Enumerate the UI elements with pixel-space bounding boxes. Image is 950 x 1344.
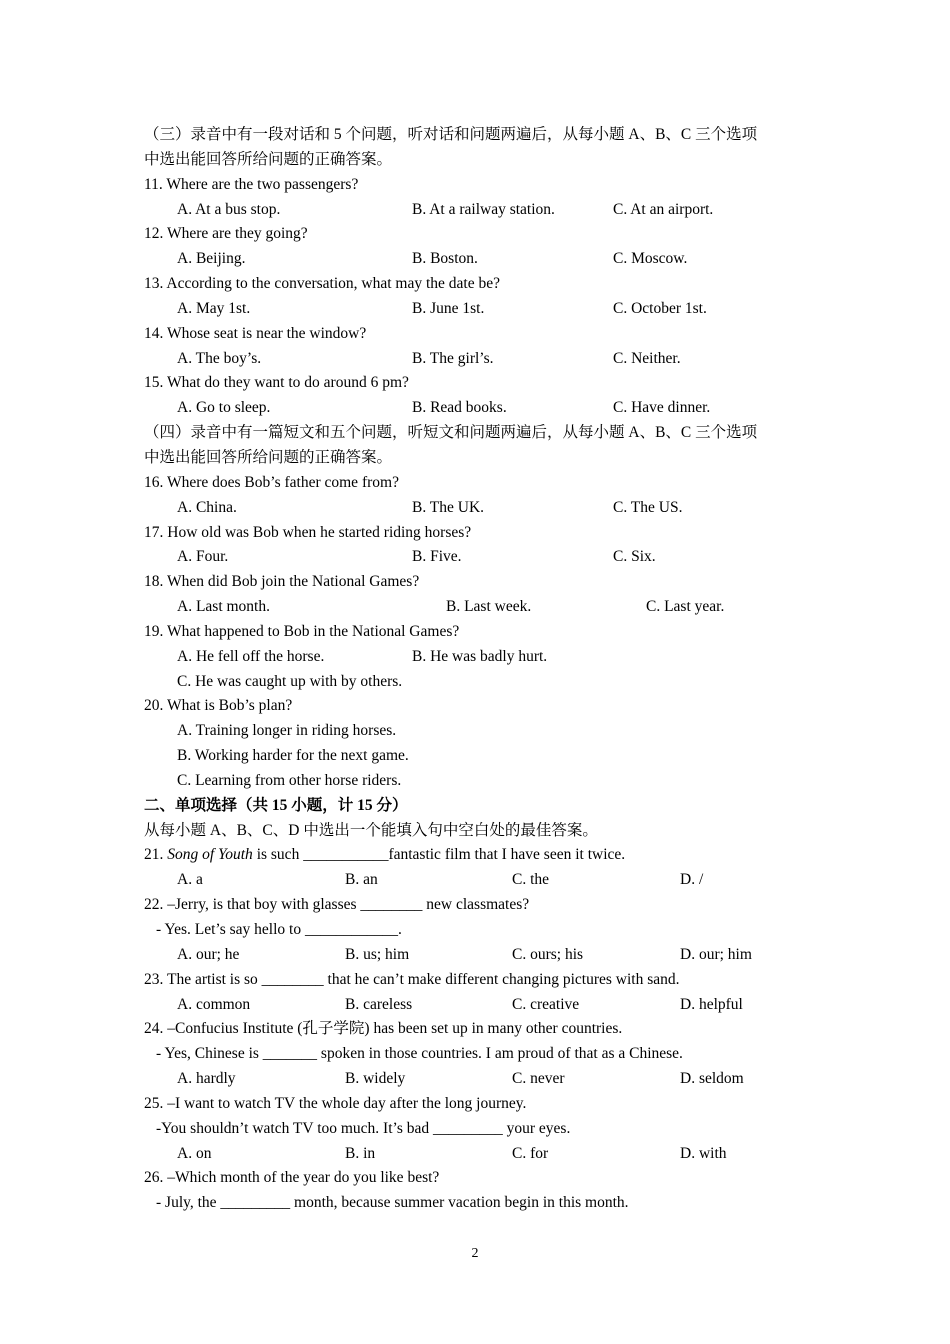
section4-instruction-line1: （四）录音中有一篇短文和五个问题，听短文和问题两遍后，从每小题 A、B、C 三个选项 [144, 424, 758, 442]
option-d: D. / [680, 871, 704, 889]
option-c: C. The US. [613, 498, 683, 516]
option-a: A. Go to sleep. [177, 399, 271, 417]
option-d: D. seldom [680, 1070, 744, 1088]
section3-instruction-line2: 中选出能回答所给问题的正确答案。 [144, 150, 393, 168]
question-22-line1: 22. –Jerry, is that boy with glasses ________ new classmates? [144, 896, 530, 914]
option-b: B. The girl’s. [412, 349, 494, 367]
options-19-row2 [144, 670, 816, 695]
options-19 [144, 645, 816, 670]
option-a: A. The boy’s. [177, 349, 262, 367]
option-b: B. June 1st. [412, 299, 485, 317]
option-b: B. careless [345, 995, 413, 1013]
option-c: C. creative [512, 995, 580, 1013]
option-b: B. He was badly hurt. [412, 647, 548, 665]
question-25-line1: 25. –I want to watch TV the whole day after the long journey. [144, 1094, 527, 1112]
option-a: A. He fell off the horse. [177, 647, 325, 665]
question-19: 19. What happened to Bob in the National Games? [144, 622, 460, 640]
options-17 [144, 545, 816, 570]
options-22 [144, 943, 816, 968]
option-a: A. a [177, 871, 203, 889]
section3-instruction-line1: （三）录音中有一段对话和 5 个问题，听对话和问题两遍后，从每小题 A、B、C 三个选项 [144, 126, 758, 143]
option-d: D. with [680, 1144, 727, 1162]
option-c: C. At an airport. [613, 200, 714, 218]
option-20-c-row [144, 769, 816, 794]
option-b: B. an [345, 871, 378, 889]
options-14 [144, 347, 816, 372]
question-14: 14. Whose seat is near the window? [144, 324, 367, 342]
option-b: B. Boston. [412, 250, 478, 268]
question-21 [144, 843, 816, 868]
question-20: 20. What is Bob’s plan? [144, 697, 293, 715]
option-c: C. Six. [613, 548, 656, 566]
option-b: B. Working harder for the next game. [177, 747, 409, 765]
option-c: C. Learning from other horse riders. [177, 771, 402, 789]
option-d: D. our; him [680, 945, 752, 963]
question-26-line2: - July, the _________ month, because summer vacation begin in this month. [156, 1194, 629, 1212]
section4-instruction-line2: 中选出能回答所给问题的正确答案。 [144, 448, 393, 466]
option-b: B. Last week. [446, 598, 532, 616]
question-24-line1: 24. –Confucius Institute (孔子学院) has been set up in many other countries. [144, 1020, 623, 1038]
options-15 [144, 396, 816, 421]
option-a: A. China. [177, 498, 237, 516]
option-c: C. Last year. [646, 598, 725, 616]
question-21-title: Song of Youth [167, 846, 253, 864]
question-21-text: is such ___________fantastic film that I have seen it twice. [252, 846, 626, 864]
option-c: C. Moscow. [613, 250, 688, 268]
option-a: A. on [177, 1144, 212, 1162]
option-a: A. Four. [177, 548, 229, 566]
option-a: A. common [177, 995, 251, 1013]
option-d: D. helpful [680, 995, 743, 1013]
part2-instruction: 从每小题 A、B、C、D 中选出一个能填入句中空白处的最佳答案。 [144, 821, 598, 839]
question-13: 13. According to the conversation, what may the date be? [144, 275, 500, 293]
option-a: A. At a bus stop. [177, 200, 281, 218]
option-b: B. At a railway station. [412, 200, 555, 218]
exam-page [144, 123, 816, 1216]
question-11: 11. Where are the two passengers? [144, 175, 359, 193]
option-c: C. Have dinner. [613, 399, 711, 417]
question-25-line2: -You shouldn’t watch TV too much. It’s bad _________ your eyes. [156, 1119, 571, 1137]
question-26-line1: 26. –Which month of the year do you like best? [144, 1169, 440, 1187]
option-a: A. Training longer in riding horses. [177, 722, 397, 740]
question-23-line1: 23. The artist is so ________ that he can’t make different changing pictures with sand. [144, 970, 680, 988]
options-11 [144, 198, 816, 223]
option-c: C. October 1st. [613, 299, 707, 317]
question-17: 17. How old was Bob when he started riding horses? [144, 523, 472, 541]
page-number: 2 [471, 1246, 479, 1261]
options-25 [144, 1142, 816, 1167]
option-c: C. Neither. [613, 349, 681, 367]
option-a: A. May 1st. [177, 299, 251, 317]
part2-heading: 二、单项选择（共 15 小题，计 15 分） [144, 796, 408, 814]
options-16 [144, 496, 816, 521]
option-b: B. The UK. [412, 498, 485, 516]
option-20-a-row [144, 719, 816, 744]
option-a: A. Beijing. [177, 250, 246, 268]
option-b: B. Read books. [412, 399, 507, 417]
options-13 [144, 297, 816, 322]
question-18: 18. When did Bob join the National Games? [144, 573, 420, 591]
option-c: C. never [512, 1070, 565, 1088]
option-b: B. widely [345, 1070, 406, 1088]
options-21 [144, 868, 816, 893]
question-21-number: 21. [144, 846, 168, 864]
option-b: B. us; him [345, 945, 410, 963]
options-24 [144, 1067, 816, 1092]
options-23 [144, 993, 816, 1018]
options-18 [144, 595, 816, 620]
option-b: B. in [345, 1144, 376, 1162]
question-24-line2: - Yes, Chinese is _______ spoken in those countries. I am proud of that as a Chinese. [156, 1045, 683, 1063]
option-a: A. our; he [177, 945, 240, 963]
option-a: A. hardly [177, 1070, 236, 1088]
option-c: C. for [512, 1144, 549, 1162]
question-16: 16. Where does Bob’s father come from? [144, 473, 399, 491]
question-12: 12. Where are they going? [144, 225, 308, 243]
option-20-b-row [144, 744, 816, 769]
option-c: C. ours; his [512, 945, 584, 963]
question-22-line2: - Yes. Let’s say hello to ____________. [156, 921, 402, 938]
option-c: C. the [512, 871, 550, 889]
option-c: C. He was caught up with by others. [177, 672, 403, 690]
option-b: B. Five. [412, 548, 462, 566]
option-a: A. Last month. [177, 598, 270, 616]
question-15: 15. What do they want to do around 6 pm? [144, 374, 409, 392]
options-12 [144, 247, 816, 272]
